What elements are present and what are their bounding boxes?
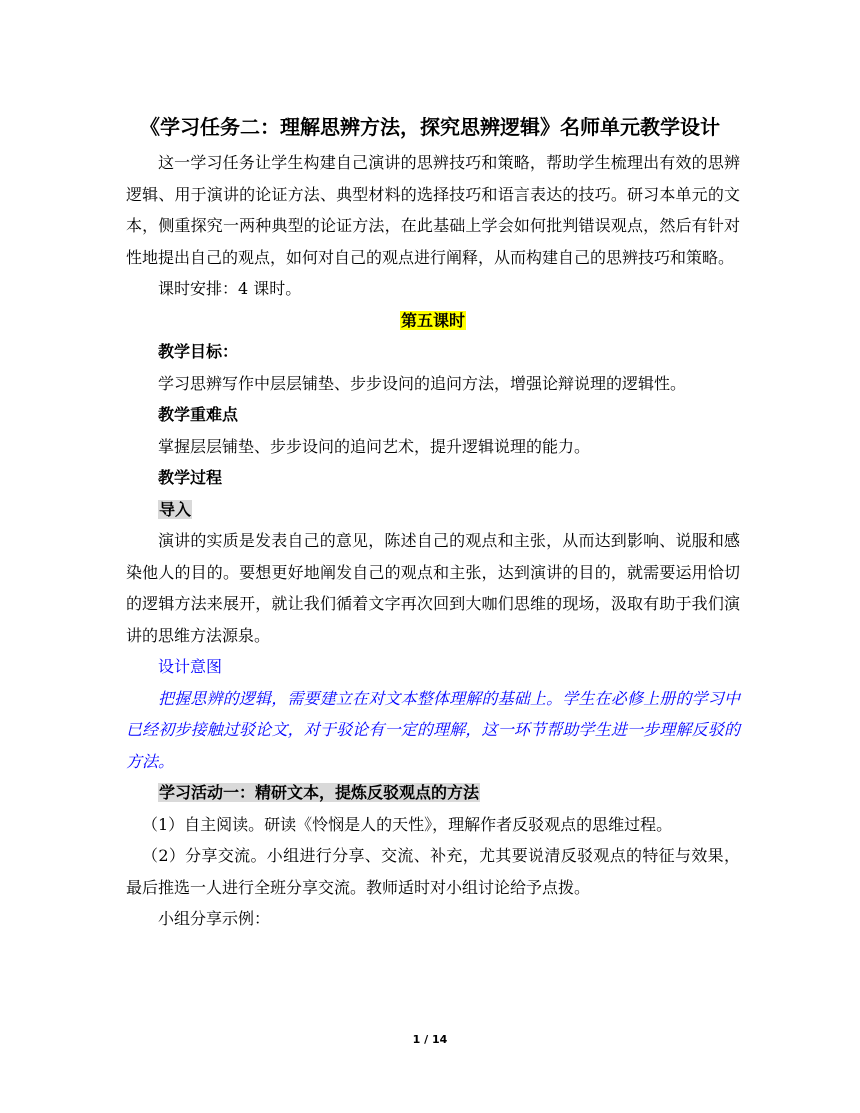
activity-heading: 学习活动一：精研文本，提炼反驳观点的方法	[159, 783, 480, 802]
intro-paragraph: 这一学习任务让学生构建自己演讲的思辨技巧和策略，帮助学生梳理出有效的思辨逻辑、用于演讲的论证方法、典型材料的选择技巧和语言表达的技巧。研习本单元的文本，侧重探究一两种典型的论证方法，在此基础上学会如何批判错误观点，然后有针对性地提出自己的观点，如何对自己的观点进行阐释，从而构建自己的思辨技巧和策略。	[126, 153, 740, 267]
intro-section-heading-line	[126, 494, 740, 526]
document-title: 《学习任务二：理解思辨方法，探究思辨逻辑》名师单元教学设计	[140, 115, 720, 139]
page-number: 1 / 14	[412, 1033, 448, 1046]
schedule-line: 课时安排：4 课时。	[158, 279, 302, 298]
lesson-heading-line	[126, 305, 740, 337]
intro-section-heading: 导入	[159, 499, 192, 519]
lesson-heading: 第五课时	[400, 310, 465, 330]
key-points-text: 掌握层层铺垫、步步设问的追问艺术，提升逻辑说理的能力。	[158, 436, 591, 456]
example-label: 小组分享示例：	[158, 909, 271, 928]
activity-heading-line	[126, 777, 740, 809]
key-points-heading: 教学重难点	[158, 405, 239, 424]
intro-section-text: 演讲的实质是发表自己的意见，陈述自己的观点和主张，从而达到影响、说服和感染他人的目的。要想更好地阐发自己的观点和主张，达到演讲的目的，就需要运用恰切的逻辑方法来展开，就让我们循着文字再次回到大咖们思维的现场，汲取有助于我们演讲的思维方法源泉。	[126, 531, 740, 645]
design-intent-heading: 设计意图	[158, 657, 223, 676]
goals-text: 学习思辨写作中层层铺垫、步步设问的追问方法，增强论辩说理的逻辑性。	[158, 373, 687, 393]
process-heading: 教学过程	[158, 468, 223, 487]
step-2: （2）分享交流。小组进行分享、交流、补充，尤其要说清反驳观点的特征与效果，最后推选一人进行全班分享交流。教师适时对小组讨论给予点拨。	[126, 846, 740, 897]
step-1: （1）自主阅读。研读《怜悯是人的天性》，理解作者反驳观点的思维过程。	[142, 814, 673, 834]
document-body	[126, 147, 740, 935]
design-intent-text: 把握思辨的逻辑，需要建立在对文本整体理解的基础上。学生在必修上册的学习中已经初步接触过驳论文，对于驳论有一定的理解，这一环节帮助学生进一步理解反驳的方法。	[126, 688, 740, 771]
goals-heading: 教学目标：	[158, 342, 239, 361]
